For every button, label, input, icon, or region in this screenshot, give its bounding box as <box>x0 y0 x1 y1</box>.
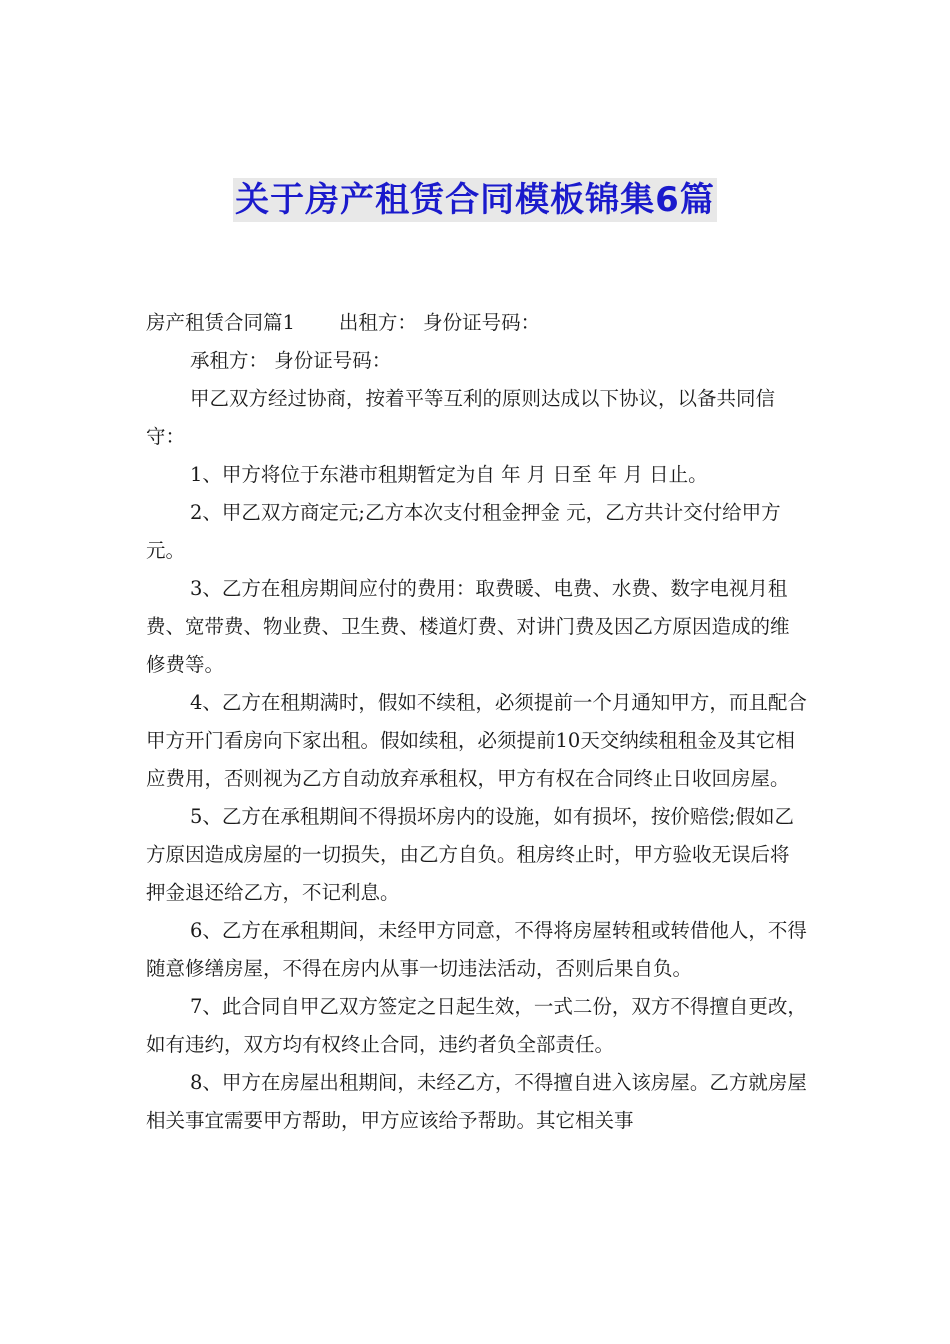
title-container <box>0 178 950 222</box>
clause-7: 7、此合同自甲乙双方签定之日起生效，一式二份，双方不得擅自更改，如有违约，双方均有权终止合同，违约者负全部责任。 <box>146 995 807 1056</box>
intro-line <box>146 304 808 342</box>
clause-2: 2、甲乙双方商定元;乙方本次支付租金押金 元，乙方共计交付给甲方 元。 <box>146 501 781 562</box>
lessee-line: 承租方： 身份证号码： <box>190 349 392 372</box>
clause-4: 4、乙方在租期满时，假如不续租，必须提前一个月通知甲方，而且配合甲方开门看房向下家出租。假如续租，必须提前10天交纳续租租金及其它相应费用，否则视为乙方自动放弃承租权，甲方有权在合同终止日收回房屋。 <box>146 691 807 790</box>
clause-3: 3、乙方在租房期间应付的费用：取费暖、电费、水费、数字电视月租费、宽带费、物业费、卫生费、楼道灯费、对讲门费及因乙方原因造成的维修费等。 <box>146 577 790 676</box>
part-label: 房产租赁合同篇1 <box>146 311 295 334</box>
clause-5: 5、乙方在承租期间不得损坏房内的设施，如有损坏，按价赔偿;假如乙方原因造成房屋的一切损失，由乙方自负。租房终止时，甲方验收无误后将押金退还给乙方，不记利息。 <box>146 805 794 904</box>
clause-8: 8、甲方在房屋出租期间，未经乙方，不得擅自进入该房屋。乙方就房屋相关事宜需要甲方帮助，甲方应该给予帮助。其它相关事 <box>146 1071 807 1132</box>
paragraph-preamble: 甲乙双方经过协商，按着平等互利的原则达成以下协议，以备共同信守： <box>146 387 776 448</box>
lessor-line: 出租方： 身份证号码： <box>338 311 541 334</box>
clause-6: 6、乙方在承租期间，未经甲方同意，不得将房屋转租或转借他人，不得随意修缮房屋，不得在房内从事一切违法活动，否则后果自负。 <box>146 919 807 980</box>
document-body <box>146 304 808 1140</box>
document-title: 关于房产租赁合同模板锦集6篇 <box>235 180 715 220</box>
clause-1: 1、甲方将位于东港市租期暂定为自 年 月 日至 年 月 日止。 <box>190 463 708 486</box>
